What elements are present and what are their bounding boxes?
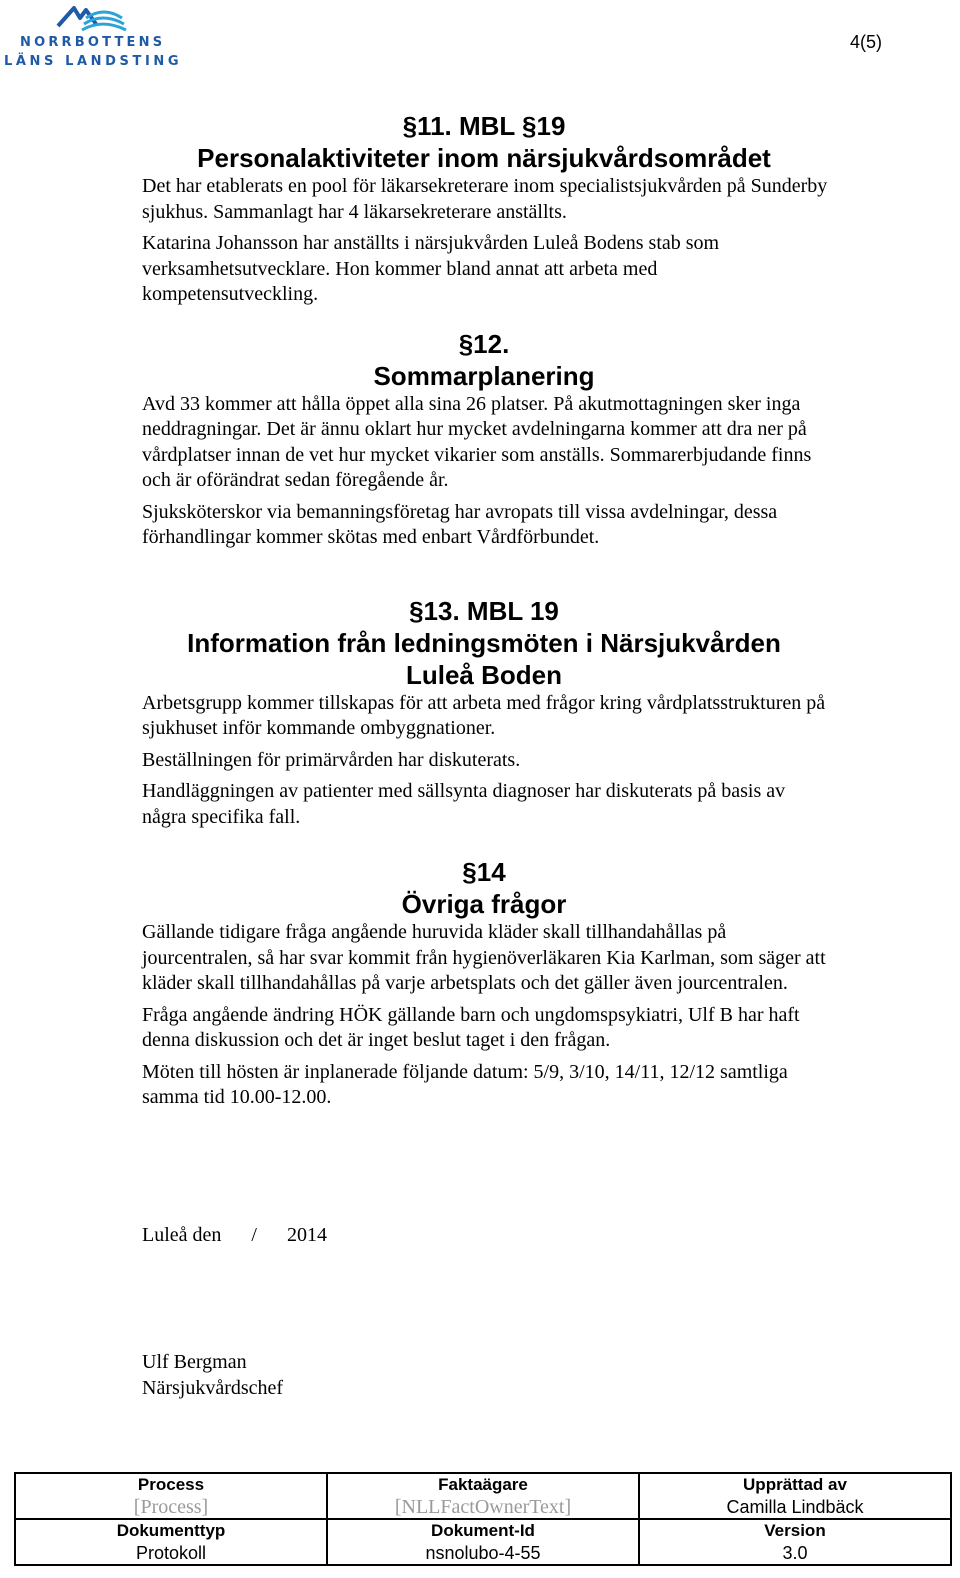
logo-text-line2: LÄNS LANDSTING bbox=[4, 54, 183, 69]
footer-value: Camilla Lindbäck bbox=[726, 1497, 864, 1517]
heading-line: §14 bbox=[462, 857, 506, 887]
paragraph: Möten till hösten är inplanerade följande datum: 5/9, 3/10, 14/11, 12/12 samtliga samma tid 10.00-12.00. bbox=[142, 1060, 788, 1108]
signature-block bbox=[142, 1350, 283, 1401]
footer-cell-process bbox=[15, 1473, 327, 1519]
footer-label: Upprättad av bbox=[743, 1475, 847, 1494]
footer-label: Dokument-Id bbox=[431, 1521, 535, 1540]
footer-row bbox=[15, 1473, 951, 1519]
heading-line: Sommarplanering bbox=[373, 360, 595, 391]
footer-value: [Process] bbox=[133, 1496, 209, 1518]
organization-logo bbox=[4, 4, 183, 69]
heading-line: §11. MBL §19 bbox=[402, 111, 566, 141]
footer-row bbox=[15, 1519, 951, 1565]
paragraph: Sjuksköterskor via bemanningsföretag har avropats till vissa avdelningar, dessa förhandlingar kommer skötas med enbart Vårdförbundet. bbox=[142, 500, 778, 548]
footer-label: Process bbox=[137, 1475, 205, 1494]
signature-place-date bbox=[142, 1224, 327, 1247]
footer-cell-docid bbox=[327, 1519, 639, 1565]
footer-label: Version bbox=[764, 1521, 826, 1540]
paragraph: Avd 33 kommer att hålla öppet alla sina 26 platser. På akutmottagningen sker inga neddragningar. Det är ännu oklart hur mycket avdelningarna kommer att dra ner på vårdplatser innan de vet hur mycket vikarier som anställs. Sommarerbjudande finns och är oförändrat sedan föregående år. bbox=[142, 392, 812, 491]
paragraph: Beställningen för primärvården har diskuterats. bbox=[142, 748, 521, 771]
document-body bbox=[142, 110, 830, 1117]
heading-line: Luleå Boden bbox=[405, 659, 562, 690]
paragraph: Katarina Johansson har anställts i närsjukvården Luleå Bodens stab som verksamhetsutvecklare. Hon kommer bland annat att arbeta med kompetensutveckling. bbox=[142, 232, 720, 305]
footer-label: Faktaägare bbox=[438, 1475, 528, 1494]
footer-cell-version bbox=[639, 1519, 951, 1565]
footer-cell-factowner bbox=[327, 1473, 639, 1519]
section-heading-12 bbox=[0, 328, 960, 392]
heading-line: §13. MBL 19 bbox=[409, 595, 559, 626]
paragraph: Fråga angående ändring HÖK gällande barn och ungdomspsykiatri, Ulf B har haft denna diskussion och det är inget beslut taget i den frågan. bbox=[142, 1003, 800, 1051]
paragraph: Arbetsgrupp kommer tillskapas för att arbeta med frågor kring vårdplatsstrukturen på sjukhuset inför kommande ombyggnationer. bbox=[142, 691, 826, 739]
section-heading-14 bbox=[0, 856, 960, 920]
heading-line: §12. bbox=[458, 328, 510, 359]
heading-line: Övriga frågor bbox=[401, 889, 567, 919]
signature-date-slash: / bbox=[251, 1224, 257, 1246]
paragraph: Handläggningen av patienter med sällsynta diagnoser har diskuterats på basis av några specifika fall. bbox=[142, 780, 786, 828]
section-heading-11 bbox=[0, 110, 960, 174]
footer-value: Protokoll bbox=[135, 1543, 207, 1563]
heading-line: Information från ledningsmöten i Närsjukvården bbox=[187, 627, 781, 658]
heading-line: Personalaktiviteter inom närsjukvårdsområdet bbox=[197, 143, 771, 173]
document-footer-table bbox=[14, 1472, 952, 1566]
signer-name: Ulf Bergman bbox=[142, 1351, 247, 1373]
footer-cell-doctype bbox=[15, 1519, 327, 1565]
page-number: 4(5) bbox=[849, 32, 882, 52]
signature-place: Luleå den bbox=[142, 1224, 222, 1246]
signature-year: 2014 bbox=[286, 1224, 327, 1246]
logo-text-line1: NORRBOTTENS bbox=[20, 35, 166, 50]
section-heading-13 bbox=[0, 595, 960, 691]
footer-label: Dokumenttyp bbox=[116, 1521, 226, 1540]
signer-title: Närsjukvårdschef bbox=[142, 1376, 284, 1399]
paragraph: Det har etablerats en pool för läkarsekreterare inom specialistsjukvården på Sunderby sjukhus. Sammanlagt har 4 läkarsekreterare anställts. bbox=[142, 175, 828, 223]
paragraph: Gällande tidigare fråga angående huruvida kläder skall tillhandahållas på jourcentralen, så har svar kommit från hygienöverläkaren Kia Karlman, som säger att kläder skall tillhandahållas på varje arbetsplats och det gäller även jourcentralen. bbox=[142, 921, 826, 994]
footer-value: nsnolubo-4-55 bbox=[425, 1543, 541, 1563]
footer-value: [NLLFactOwnerText] bbox=[394, 1496, 572, 1518]
footer-cell-author bbox=[639, 1473, 951, 1519]
nll-logo-icon bbox=[56, 4, 128, 32]
footer-value: 3.0 bbox=[782, 1543, 808, 1563]
